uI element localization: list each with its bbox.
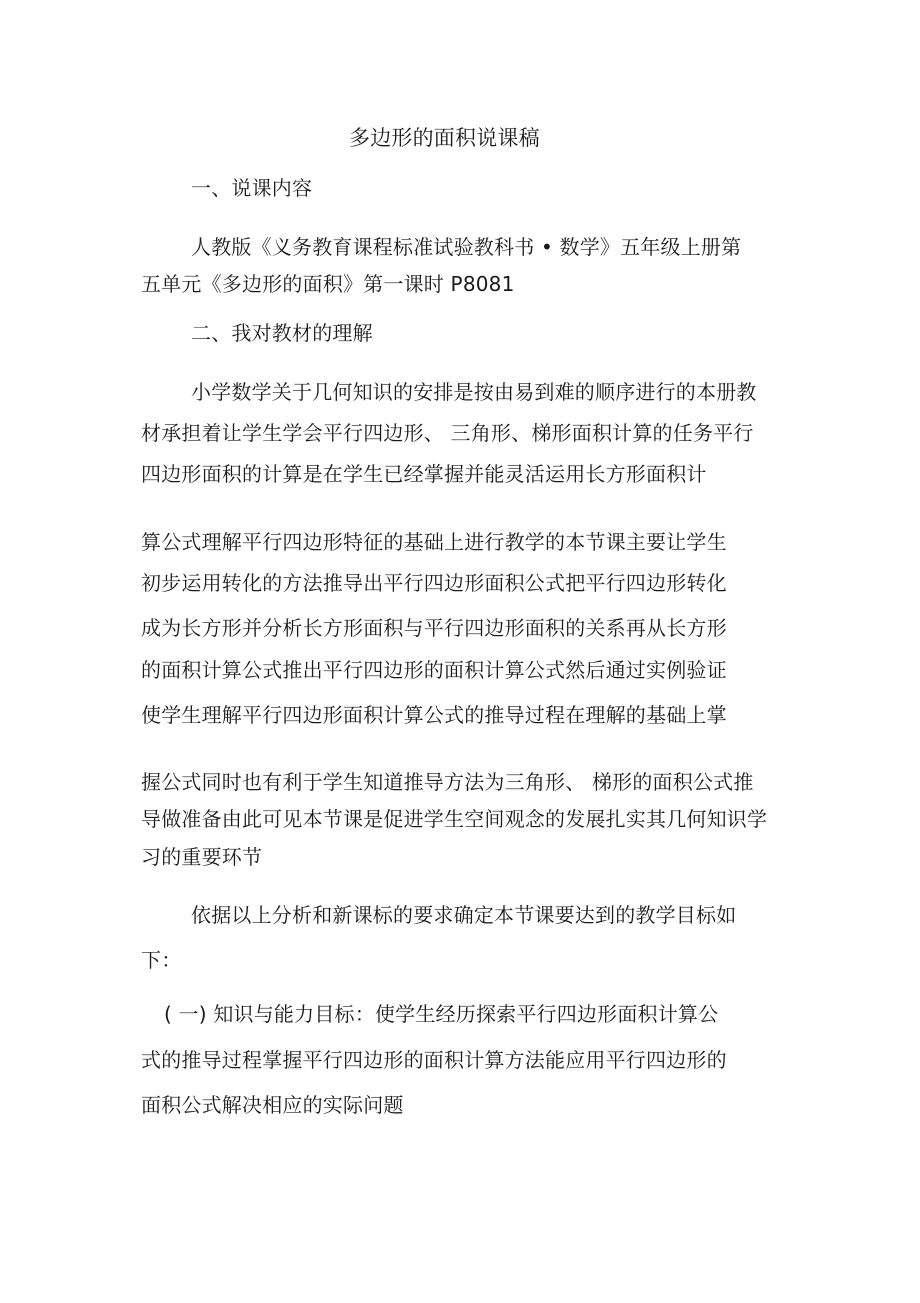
text-line: 算公式理解平行四边形特征的基础上进行教学的本节课主要让学生 (141, 530, 727, 554)
text-line: 下： (141, 948, 182, 972)
text-line: 成为长方形并分析长方形面积与平行四边形面积的关系再从长方形 (141, 616, 727, 640)
text-line: 的面积计算公式推出平行四边形的面积计算公式然后通过实例验证 (141, 658, 727, 682)
text-line: 人教版《义务教育课程标准试验教科书 • 数学》五年级上册第 (191, 235, 742, 259)
text-line: 握公式同时也有利于学生知道推导方法为三角形、 梯形的面积公式推 (141, 770, 754, 794)
text-line: 式的推导过程掌握平行四边形的面积计算方法能应用平行四边形的 (141, 1048, 727, 1072)
text-line: 使学生理解平行四边形面积计算公式的推导过程在理解的基础上掌 (141, 703, 727, 727)
document-title: 多边形的面积说课稿 (349, 126, 540, 150)
text-line: 依据以上分析和新课标的要求确定本节课要达到的教学目标如 (191, 903, 737, 927)
text-line: 五单元《多边形的面积》第一课时 P8081 (141, 272, 515, 296)
text-line: 面积公式解决相应的实际问题 (141, 1093, 404, 1117)
text-line: ( 一) 知识与能力目标：使学生经历探索平行四边形面积计算公 (164, 1002, 719, 1026)
text-line: 导做准备由此可见本节课是促进学生空间观念的发展扎实其几何知识学 (141, 807, 768, 831)
text-line: 初步运用转化的方法推导出平行四边形面积公式把平行四边形转化 (141, 571, 727, 595)
section-heading-2: 二、我对教材的理解 (191, 321, 373, 345)
text-line: 材承担着让学生学会平行四边形、 三角形、梯形面积计算的任务平行 (141, 421, 754, 445)
text-line: 四边形面积的计算是在学生已经掌握并能灵活运用长方形面积计 (141, 462, 707, 486)
text-line: 小学数学关于几何知识的安排是按由易到难的顺序进行的本册教 (191, 380, 757, 404)
section-heading-1: 一、说课内容 (191, 176, 313, 200)
text-line: 习的重要环节 (141, 845, 263, 869)
